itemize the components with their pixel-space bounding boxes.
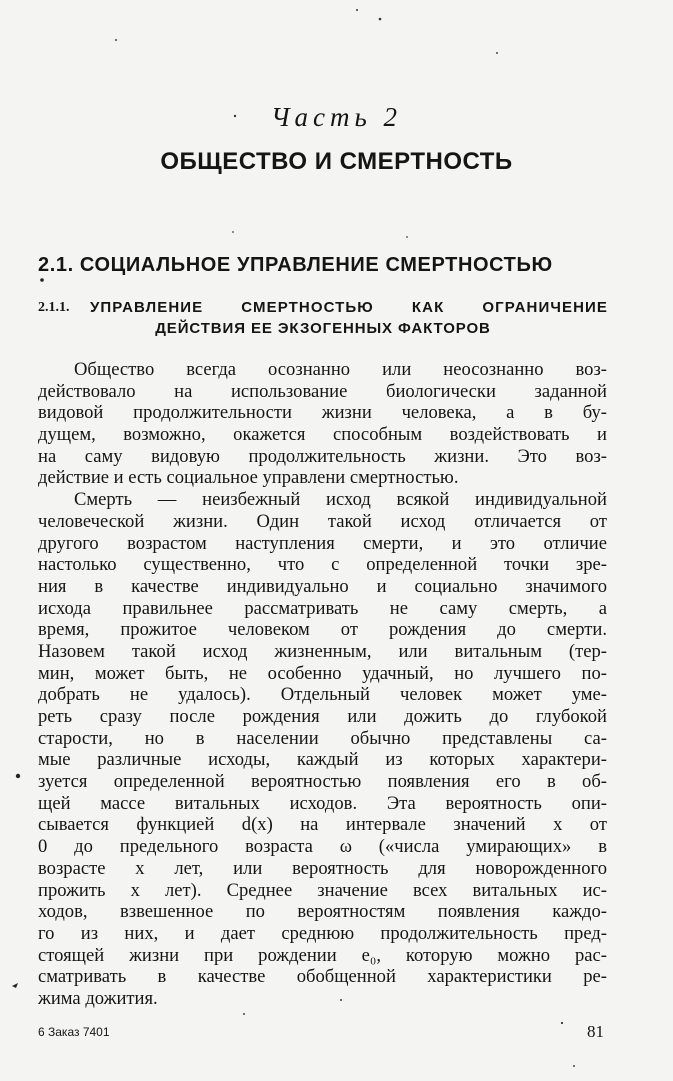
body-line: щей массе витальных исходов. Эта вероятность опи- bbox=[38, 792, 607, 814]
section-title: 2.1. СОЦИАЛЬНОЕ УПРАВЛЕНИЕ СМЕРТНОСТЬЮ bbox=[38, 254, 553, 276]
body-line: го из них, и дает среднюю продолжительность пред- bbox=[38, 922, 607, 944]
body-line: Смерть — неизбежный исход всякой индивидуальной bbox=[74, 489, 607, 511]
body-line: человеческой жизни. Один такой исход отличается от bbox=[38, 510, 607, 532]
subsection-number: 2.1.1. bbox=[38, 300, 70, 315]
page-number: 81 bbox=[587, 1022, 604, 1041]
page-title: ОБЩЕСТВО И СМЕРТНОСТЬ bbox=[160, 148, 513, 175]
body-line: жима дожития. bbox=[38, 987, 158, 1009]
body-line: действие и есть социальное управлени смертностью. bbox=[38, 467, 459, 489]
body-line: ходов, взвешенное по вероятностям появления каждо- bbox=[38, 901, 607, 923]
body-line: стоящей жизни при рождении e₀, которую можно рас- bbox=[38, 944, 607, 966]
body-line: на саму видовую продолжительность жизни. Это воз- bbox=[38, 445, 607, 467]
body-line: добрать не удалось). Отдельный человек может уме- bbox=[38, 684, 607, 706]
body-line: ния в качестве индивидуально и социально значимого bbox=[38, 575, 607, 597]
body-line: сматривать в качестве обобщенной характеристики ре- bbox=[38, 966, 607, 988]
body-line: Назовем такой исход жизненным, или витальным (тер- bbox=[38, 640, 607, 662]
body-line: другого возрастом наступления смерти, и это отличие bbox=[38, 532, 607, 554]
body-line: видовой продолжительности жизни человека, а в бу- bbox=[38, 402, 607, 424]
print-order-note: 6 Заказ 7401 bbox=[38, 1025, 110, 1039]
subsection-title-line-1: УПРАВЛЕНИЕ СМЕРТНОСТЬЮ КАК ОГРАНИЧЕНИЕ bbox=[90, 299, 608, 316]
body-line: дущем, возможно, окажется способным воздействовать и bbox=[38, 424, 607, 446]
body-line: реть сразу после рождения или дожить до глубокой bbox=[38, 706, 607, 727]
body-line: действовало на использование биологически заданной bbox=[38, 380, 607, 402]
body-line: Общество всегда осознанно или неосознанно воз- bbox=[74, 359, 607, 380]
body-line: зуется определенной вероятностью появления его в об- bbox=[38, 771, 607, 793]
body-line: мин, может быть, не особенно удачный, но лучшего по- bbox=[38, 662, 607, 684]
body-line: время, прожитое человеком от рождения до смерти. bbox=[38, 619, 607, 641]
body-line: сывается функцией d(x) на интервале значений x от bbox=[38, 814, 607, 836]
body-line: исхода правильнее рассматривать не саму смерть, а bbox=[38, 597, 607, 619]
body-line: настолько существенно, что с определенной точки зре- bbox=[38, 554, 607, 576]
body-line: прожить x лет). Среднее значение всех витальных ис- bbox=[38, 879, 607, 901]
body-line: возрасте x лет, или вероятность для новорожденного bbox=[38, 857, 607, 879]
body-line: мые различные исходы, каждый из которых характери- bbox=[38, 749, 607, 771]
subsection-title-line-2: ДЕЙСТВИЯ ЕЕ ЭКЗОГЕННЫХ ФАКТОРОВ bbox=[155, 320, 491, 337]
body-line: 0 до предельного возраста ω («числа умирающих» в bbox=[38, 836, 607, 858]
part-heading: Часть 2 bbox=[270, 102, 403, 132]
body-line: старости, но в населении обычно представлены са- bbox=[38, 727, 607, 749]
